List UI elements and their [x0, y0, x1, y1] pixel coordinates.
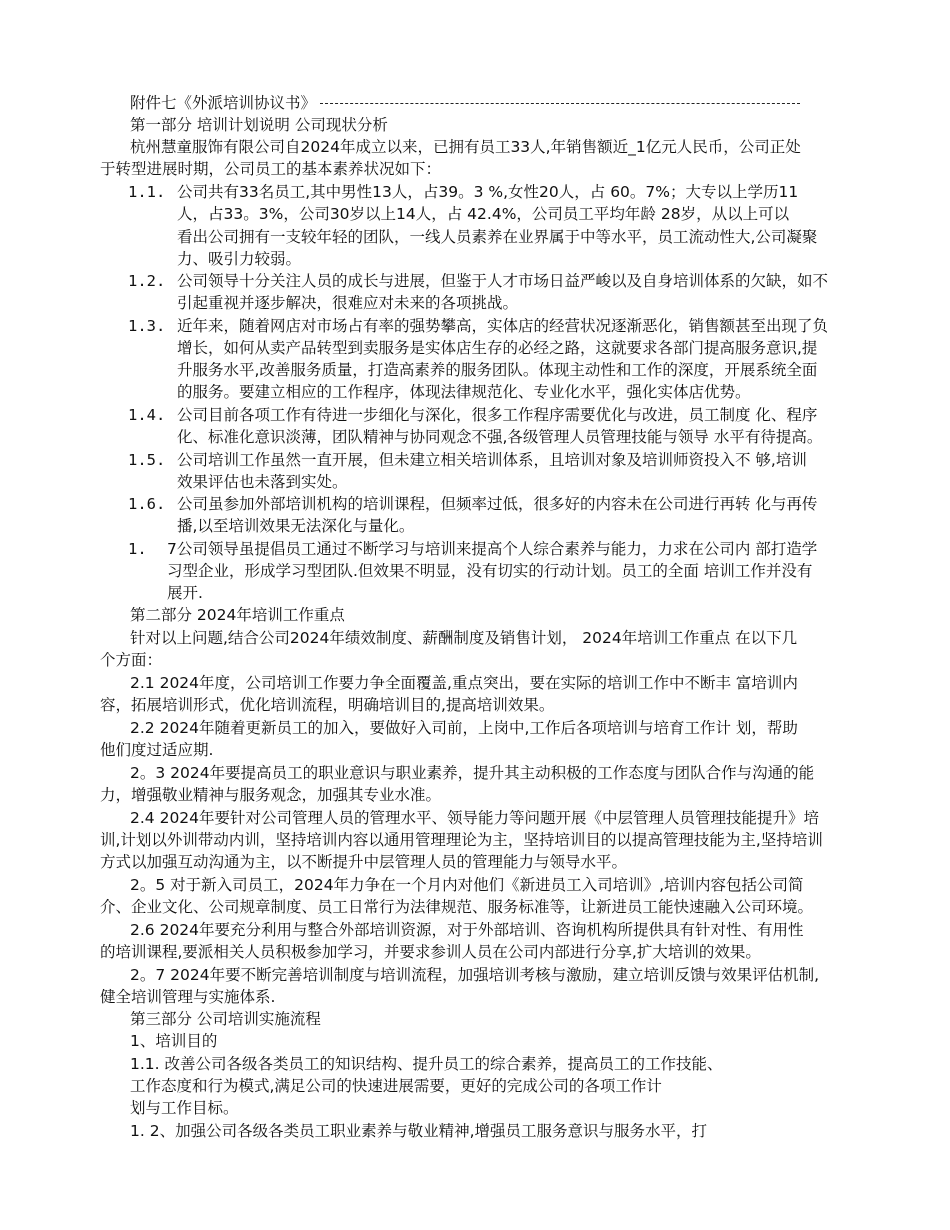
item-1-6-line-1: 公司虽参加外部培训机构的培训课程，但频率过低，很多好的内容未在公司进行再转 化与再传: [177, 495, 818, 513]
part2-intro-line-1: 针对以上问题,结合公司2024年绩效制度、薪酬制度及销售计划， 2024年培训工作重点 在以下几: [130, 629, 798, 647]
part2-intro-line-2: 个方面：: [100, 651, 163, 669]
item-2-2-line-1: 2.2 2024年随着更新员工的加入，要做好入司前，上岗中,工作后各项培训与培育工作计 划，帮助: [130, 719, 798, 737]
item-2-6-line-2: 的培训课程,要派相关人员积极参加学习，并要求参训人员在公司内部进行分享,扩大培训的效果。: [100, 943, 761, 961]
item-2-1-line-2: 容，拓展培训形式，优化培训流程，明确培训目的,提高培训效果。: [100, 696, 555, 714]
item-1-7-number: 1.: [128, 540, 147, 558]
item-1-1-line-3: 看出公司拥有一支较年轻的团队，一线人员素养在业界属于中等水平，员工流动性大,公司凝聚: [177, 228, 818, 246]
item-1-3-line-4: 的服务。要建立相应的工作程序，体现法律规范化、专业化水平，强化实体店优势。: [177, 383, 751, 401]
section-1-heading: 1、培训目的: [130, 1032, 218, 1050]
item-2-4-line-2: 训,计划以外训带动内训，坚持培训内容以通用管理理论为主，坚持培训目的以提高管理技能为主,坚持培训: [100, 831, 823, 849]
item-1-4-line-2: 化、标准化意识淡薄，团队精神与协同观念不强,各级管理人员管理技能与领导 水平有待提高。: [177, 428, 823, 446]
item-1-5-line-2: 效果评估也未落到实处。: [177, 473, 348, 491]
item-3-1-1-line-3: 划与工作目标。: [130, 1099, 239, 1117]
intro-line-2: 于转型进展时期，公司员工的基本素养状况如下：: [100, 160, 442, 178]
item-3-1-1-line-2: 工作态度和行为模式,满足公司的快速进展需要，更好的完成公司的各项工作计: [130, 1077, 662, 1095]
item-1-5-line-1: 公司培训工作虽然一直开展，但未建立相关培训体系，且培训对象及培训师资投入不 够,培训: [177, 451, 807, 469]
item-3-1-1-line-1: 1.1. 改善公司各级各类员工的知识结构、提升员工的综合素养，提高员工的工作技能、: [130, 1055, 723, 1073]
item-2-1-line-1: 2.1 2024年度，公司培训工作要力争全面覆盖,重点突出，要在实际的培训工作中不断丰 富培训内: [130, 674, 798, 692]
item-1-7-line-1: 7公司领导虽提倡员工通过不断学习与培训来提高个人综合素养与能力，力求在公司内 部打造学: [167, 540, 818, 558]
item-2-5-line-1: 2。5 对于新入司员工，2024年力争在一个月内对他们《新进员工入司培训》,培训内容包括公司简: [130, 876, 804, 894]
part2-header: 第二部分 2024年培训工作重点: [130, 606, 345, 624]
part1-header: 第一部分 培训计划说明 公司现状分析: [130, 116, 388, 134]
attachment-title-line: [130, 92, 800, 114]
item-1-4-number: 1.4.: [128, 406, 166, 424]
item-1-3-line-1: 近年来，随着网店对市场占有率的强势攀高，实体店的经营状况逐渐恶化，销售额甚至出现了负: [177, 317, 829, 335]
item-1-5-number: 1.5.: [128, 451, 166, 469]
item-2-4-line-1: 2.4 2024年要针对公司管理人员的管理水平、领导能力等问题开展《中层管理人员管理技能提升》培: [130, 809, 820, 827]
item-1-1-line-2: 人，占33。3%，公司30岁以上14人，占 42.4%，公司员工平均年龄 28岁，从以上可以: [177, 205, 790, 223]
attachment-title: 附件七《外派培训协议书》: [130, 94, 317, 112]
item-1-2-number: 1.2.: [128, 272, 166, 290]
item-2-2-line-2: 他们度过适应期.: [100, 741, 214, 759]
item-3-1-2-line-1: 1. 2、加强公司各级各类员工职业素养与敬业精神,增强员工服务意识与服务水平，打: [130, 1122, 708, 1140]
item-2-6-line-1: 2.6 2024年要充分利用与整合外部培训资源，对于外部培训、咨询机构所提供具有针对性、有用性: [130, 921, 804, 939]
item-1-2-line-2: 引起重视并逐步解决，很难应对未来的各项挑战。: [177, 294, 519, 312]
item-1-6-number: 1.6.: [128, 495, 166, 513]
item-1-3-line-3: 升服务水平,改善服务质量，打造高素养的服务团队。体现主动性和工作的深度，开展系统全面: [177, 361, 818, 379]
item-2-4-line-3: 方式以加强互动沟通为主，以不断提升中层管理人员的管理能力与领导水平。: [100, 853, 628, 871]
item-1-1-number: 1.1.: [128, 183, 166, 201]
item-2-7-line-1: 2。7 2024年要不断完善培训制度与培训流程，加强培训考核与激励，建立培训反馈与效果评估机制,: [130, 966, 820, 984]
item-1-2-line-1: 公司领导十分关注人员的成长与进展，但鉴于人才市场日益严峻以及自身培训体系的欠缺，如不: [177, 272, 829, 290]
intro-line-1: 杭州慧童服饰有限公司自2024年成立以来，已拥有员工33人,年销售额近_1亿元人民币，公司正处: [130, 138, 801, 156]
item-1-3-line-2: 增长，如何从卖产品转型到卖服务是实体店生存的必经之路，这就要求各部门提高服务意识,提: [177, 339, 818, 357]
item-1-6-line-2: 播,以至培训效果无法深化与量化。: [177, 517, 415, 535]
item-2-3-line-1: 2。3 2024年要提高员工的职业意识与职业素养，提升其主动积极的工作态度与团队合作与沟通的能: [130, 764, 815, 782]
item-1-7-line-3: 展开.: [167, 584, 203, 602]
item-2-3-line-2: 力，增强敬业精神与服务观念，加强其专业水准。: [100, 786, 442, 804]
item-1-1-line-4: 力、吸引力较弱。: [177, 250, 302, 268]
item-2-5-line-2: 介、企业文化、公司规章制度、员工日常行为法律规范、服务标准等，让新进员工能快速融入公司环境。: [100, 898, 814, 916]
item-1-4-line-1: 公司目前各项工作有待进一步细化与深化，很多工作程序需要优化与改进，员工制度 化、程序: [177, 406, 818, 424]
item-1-7-line-2: 习型企业，形成学习型团队.但效果不明显，没有切实的行动计划。员工的全面 培训工作并没有: [167, 562, 813, 580]
item-1-1-line-1: 公司共有33名员工,其中男性13人，占39。3 %,女性20人，占 60。7%；大专以上学历11: [177, 183, 799, 201]
part3-header: 第三部分 公司培训实施流程: [130, 1010, 321, 1028]
item-2-7-line-2: 健全培训管理与实施体系.: [100, 988, 276, 1006]
dashed-rule: [320, 103, 800, 104]
item-1-3-number: 1.3.: [128, 317, 166, 335]
